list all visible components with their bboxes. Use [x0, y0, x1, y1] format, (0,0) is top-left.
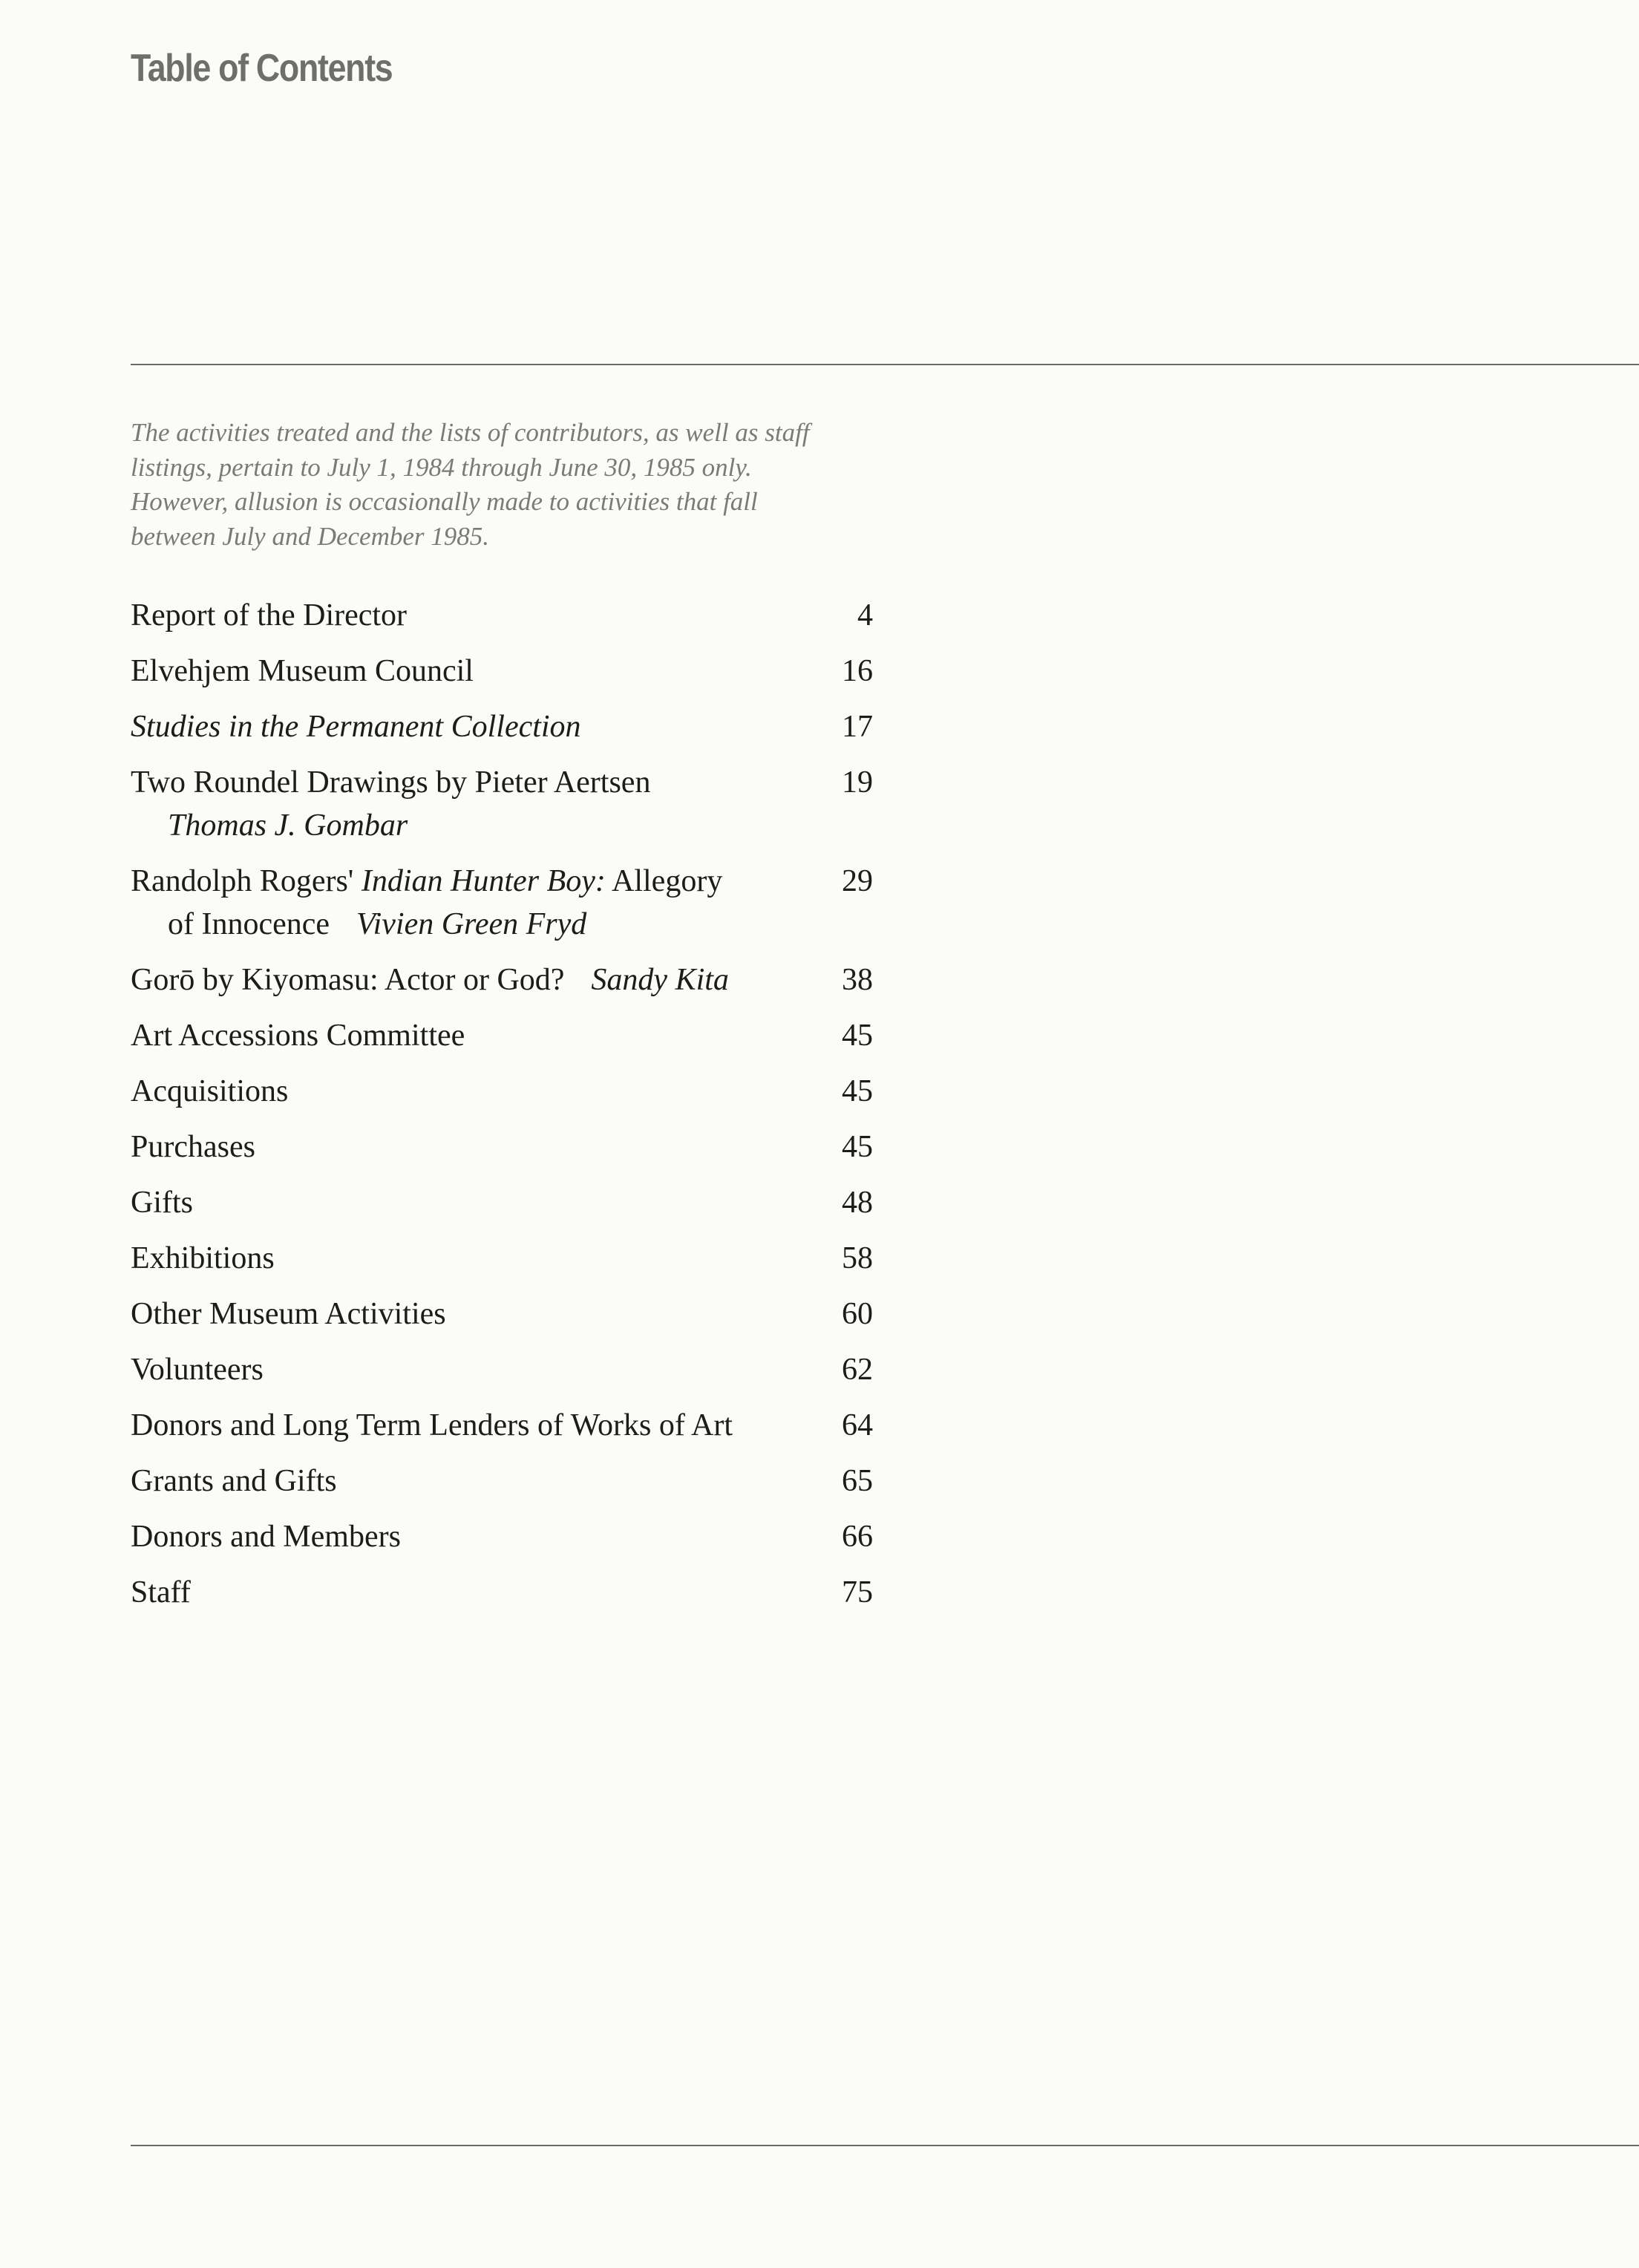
toc-entry-exhibitions: [131, 1237, 873, 1280]
toc-entry-page: 45: [842, 1130, 873, 1164]
toc-entry-title: Gorō by Kiyomasu: Actor or God?: [131, 963, 565, 997]
toc-entry-page: 17: [842, 710, 873, 744]
toc-entry-purchases: [131, 1125, 873, 1169]
toc-entry-studies-permanent-collection: [131, 705, 873, 748]
toc-entry-page: 4: [857, 598, 873, 633]
toc-entry-title: Report of the Director: [131, 598, 408, 633]
toc-entry-title: Donors and Long Term Lenders of Works of Art: [131, 1408, 733, 1442]
toc-entry-title: Staff: [131, 1575, 191, 1610]
toc-entry-goro-by-kiyomasu: [131, 958, 873, 1001]
bottom-divider: [131, 2145, 1639, 2146]
toc-entry-title: Exhibitions: [131, 1241, 275, 1275]
toc-entry-title-start: Randolph Rogers': [131, 864, 354, 898]
toc-list: [131, 594, 873, 1627]
toc-entry-author: Vivien Green Fryd: [356, 907, 587, 941]
toc-entry-page: 75: [842, 1575, 873, 1610]
toc-entry-page: 58: [842, 1241, 873, 1275]
toc-entry-page: 16: [842, 654, 873, 688]
toc-entry-page: 48: [842, 1186, 873, 1220]
page-title: Table of Contents: [131, 47, 393, 90]
toc-entry-page: 62: [842, 1353, 873, 1387]
toc-entry-author: Thomas J. Gombar: [168, 808, 408, 843]
toc-entry-title: Purchases: [131, 1130, 255, 1164]
toc-entry-page: 65: [842, 1464, 873, 1498]
toc-entry-title: Grants and Gifts: [131, 1464, 337, 1498]
toc-entry-page: 45: [842, 1074, 873, 1108]
toc-entry-title-end: Allegory: [612, 864, 723, 898]
toc-entry-report-of-the-director: [131, 594, 873, 637]
toc-entry-title: Art Accessions Committee: [131, 1019, 465, 1053]
toc-entry-page: 60: [842, 1297, 873, 1331]
toc-entry-title-italic: Indian Hunter Boy:: [361, 864, 606, 898]
toc-entry-page: 19: [842, 765, 873, 800]
toc-entry-page: 64: [842, 1408, 873, 1442]
toc-entry-donors-and-members: [131, 1515, 873, 1558]
top-divider: [131, 364, 1639, 365]
toc-entry-gifts: [131, 1181, 873, 1224]
toc-entry-volunteers: [131, 1348, 873, 1391]
toc-entry-roundel-drawings: [131, 761, 873, 847]
toc-entry-title: Elvehjem Museum Council: [131, 654, 474, 688]
toc-entry-staff: [131, 1571, 873, 1614]
toc-entry-author: Sandy Kita: [591, 963, 729, 997]
toc-entry-randolph-rogers: [131, 860, 873, 946]
toc-entry-page: 38: [842, 963, 873, 997]
toc-entry-title: Two Roundel Drawings by Pieter Aertsen: [131, 765, 651, 800]
toc-entry-page: 66: [842, 1520, 873, 1554]
toc-entry-page: 29: [842, 864, 873, 898]
toc-entry-page: 45: [842, 1019, 873, 1053]
toc-entry-title: Acquisitions: [131, 1074, 289, 1108]
toc-entry-art-accessions-committee: [131, 1014, 873, 1057]
intro-note: The activities treated and the lists of contributors, as well as staff listings, pertain to July 1, 1984 through June 30, 1985 only. However, allusion is occasionally made to activities that fall between July and December 1985.: [131, 418, 810, 551]
toc-entry-museum-council: [131, 650, 873, 693]
toc-entry-title: Studies in the Permanent Collection: [131, 710, 581, 744]
toc-entry-other-museum-activities: [131, 1293, 873, 1336]
toc-entry-title: Volunteers: [131, 1353, 264, 1387]
toc-entry-donors-and-lenders: [131, 1404, 873, 1447]
toc-entry-title: Donors and Members: [131, 1520, 401, 1554]
toc-entry-title: Other Museum Activities: [131, 1297, 446, 1331]
toc-entry-title: Gifts: [131, 1186, 193, 1220]
toc-entry-title-continued: of Innocence: [168, 907, 330, 941]
toc-entry-grants-and-gifts: [131, 1460, 873, 1503]
toc-entry-acquisitions: [131, 1070, 873, 1113]
